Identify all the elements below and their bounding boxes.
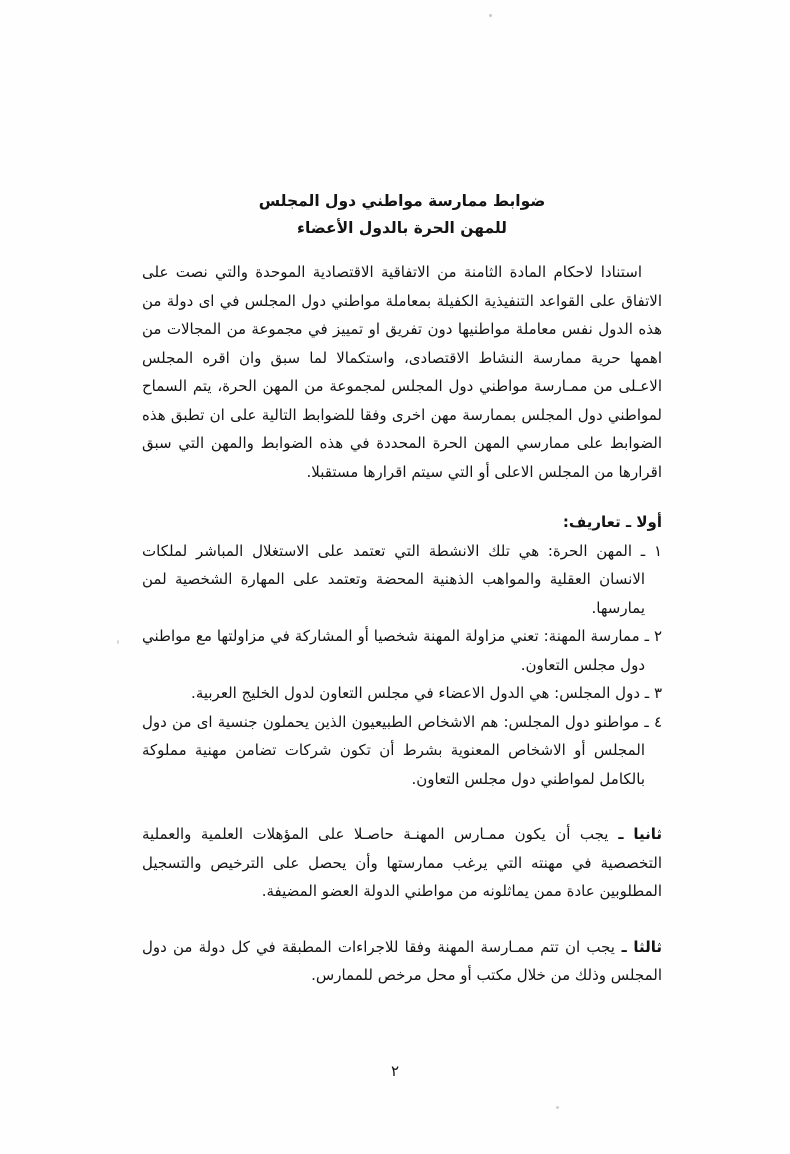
definition-item-4: ٤ ـ مواطنو دول المجلس: هم الاشخاص الطبيعيون الذين يحملون جنسية اى من دول المجلس أو الاشخاص المعنوية بشرط أن تكون شركات تضامن مهنية مملوكة بالكامل لمواطني دول مجلس التعاون. [142, 712, 662, 788]
definition-item-2: ٢ ـ ممارسة المهنة: تعني مزاولة المهنة شخصيا أو المشاركة في مزاولتها مع مواطني دول مجلس التعاون. [142, 627, 662, 674]
scan-speck [489, 14, 492, 17]
scan-speck [117, 640, 119, 644]
section-third-paragraph [142, 933, 662, 990]
section-third-body: يجب ان تتم ممـارسة المهنة وفقا للاجراءات المطبقة في كل دولة من دول المجلس وذلك من خلال مكتب أو محل مرخص للممارس. [142, 937, 662, 984]
scan-speck [556, 1106, 559, 1109]
page-number: ٢ [390, 1062, 400, 1080]
section-second-body: يجب أن يكون ممـارس المهنـة حاصـلا على المؤهلات العلمية والعملية التخصصية في مهنته التي يرغب ممارستها وأن يحصل على الترخيص والتسجيل المطلوبين عادة ممن يماثلونه من مواطني الدولة العضو المضيفة. [142, 825, 662, 900]
document-body [142, 188, 662, 990]
definition-item-1: ١ ـ المهن الحرة: هي تلك الانشطة التي تعتمد على الاستغلال المباشر لملكات الانسان العقلية والمواهب الذهنية المحضة وتعتمد على المهارة الشخصية لمن يمارسها. [142, 541, 662, 617]
document-title-line-1: ضوابط ممارسة مواطني دول المجلس [258, 192, 546, 210]
section-second-paragraph [142, 820, 662, 906]
definitions-heading: أولا ـ تعاريف: [562, 513, 662, 531]
section-third-lead: ثالثا ـ [614, 937, 663, 956]
document-title-line-2: للمهن الحرة بالدول الأعضاء [297, 219, 507, 237]
intro-paragraph: استنادا لاحكام المادة الثامنة من الاتفاقية الاقتصادية الموحدة والتي نصت على الاتفاق على القواعد التنفيذية الكفيلة بمعاملة مواطني دول المجلس في اى دولة من هذه الدول نفس معاملة مواطنيها دون تفريق او تمييز في مجموعة من المجالات من اهمها حرية ممارسة النشاط الاقتصادى، واستكمالا لما سبق وان اقره المجلس الاعـلى من ممـارسة مواطني دول المجلس لمجموعة من المهن الحرة، يتم السماح لمواطني دول المجلس بممارسة مهن اخرى وفقا للضوابط التالية على ان تطبق هذه الضوابط على ممارسي المهن الحرة المحددة في هذه الضوابط والمهن التي سبق اقرارها من المجلس الاعلى أو التي سيتم اقرارها مستقبلا. [142, 263, 662, 481]
section-second-lead: ثانيا ـ [608, 825, 662, 843]
definition-item-3: ٣ ـ دول المجلس: هي الدول الاعضاء في مجلس التعاون لدول الخليج العربية. [191, 684, 662, 702]
